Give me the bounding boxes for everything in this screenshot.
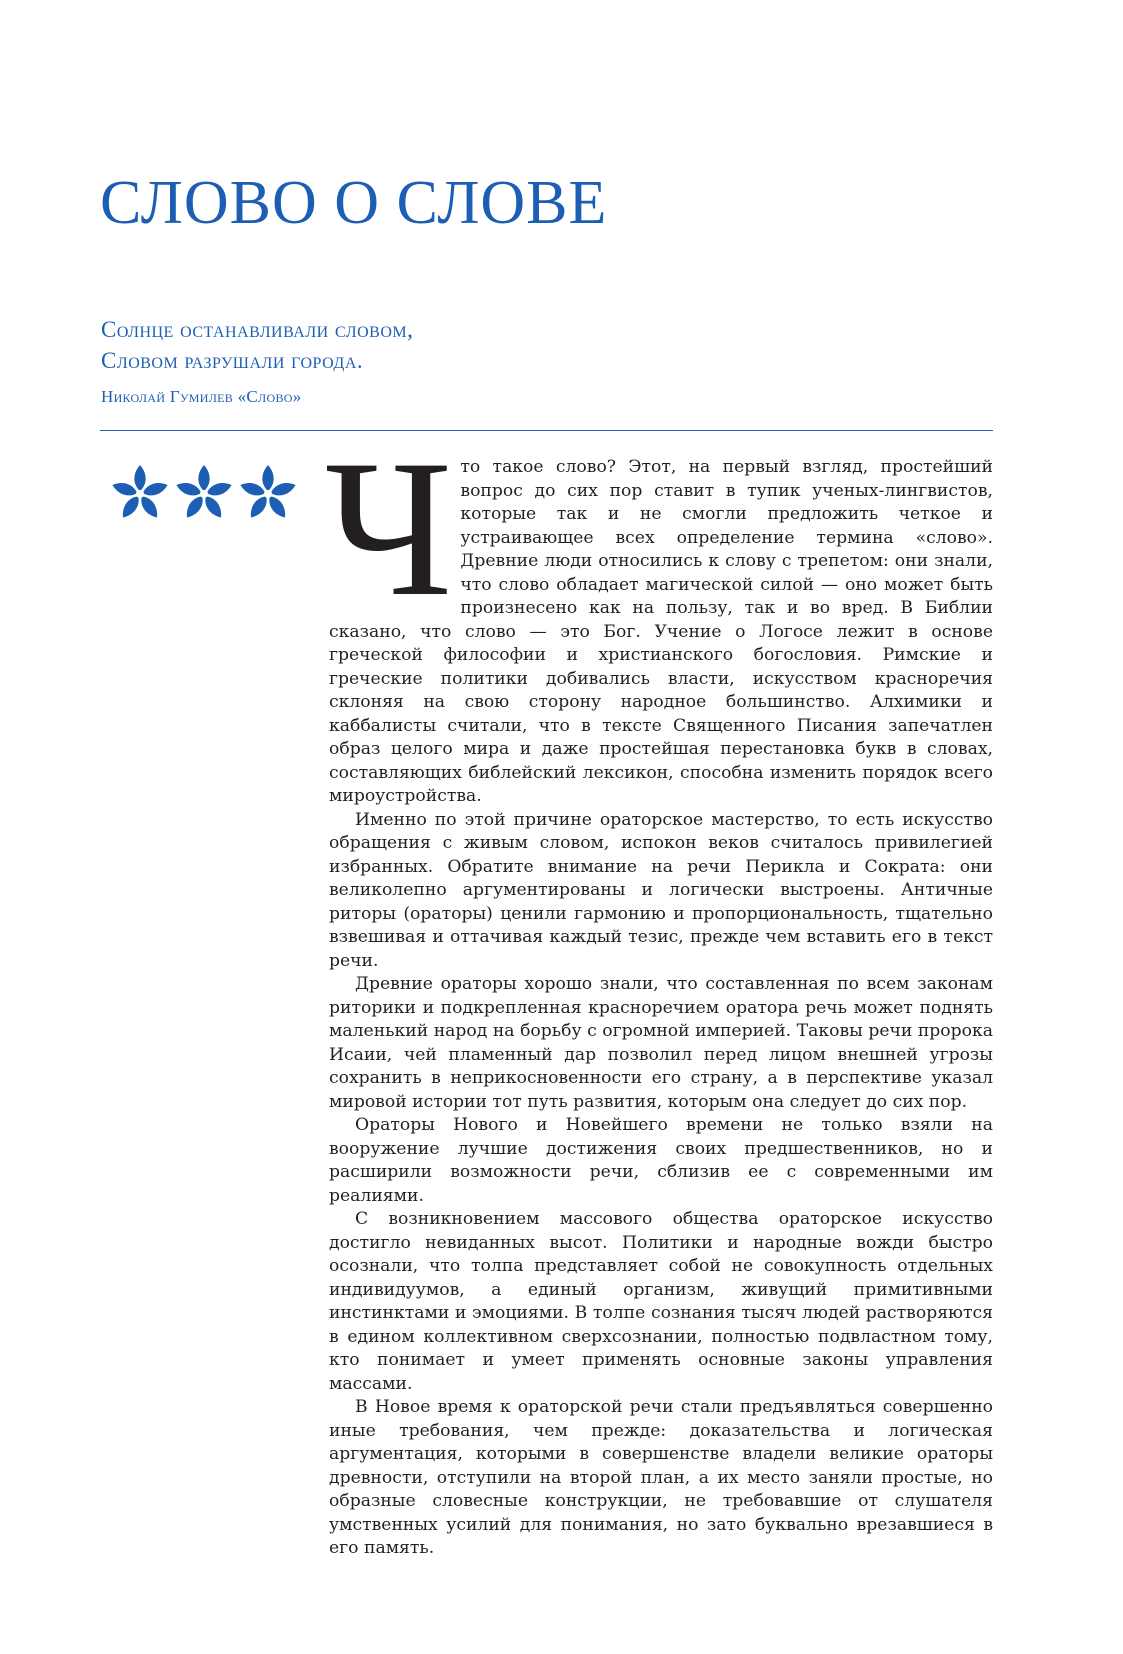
epigraph-line: Солнце останавливали словом,: [101, 317, 414, 342]
paragraph: Древние ораторы хорошо знали, что составленная по всем законам риторики и подкрепленная красноречием оратора речь может поднять маленький народ на борьбу с огромной империей. Таковы речи пророка Исаии, чей пламенный дар позволил перед лицом внешней угрозы сохранить в неприкосновенности его страну, а в перспективе указал мировой истории тот путь развития, которым она следует до сих пор.: [329, 974, 993, 1112]
epigraph-line: Словом разрушали города.: [101, 348, 364, 373]
epigraph-author: Николай Гумилев «Слово»: [101, 387, 302, 406]
page-title: СЛОВО О СЛОВЕ: [100, 169, 608, 237]
paragraph: С возникновением массового общества ораторское искусство достигло невиданных высот. Политики и народные вожди быстро осознали, что толпа представляет собой не совокупность отдельных индивидуумов, а единый организм, живущий примитивными инстинктами и эмоциями. В толпе сознания тысяч людей растворяются в едином коллективном сверхсознании, полностью подвластном тому, кто понимает и умеет применять основные законы управления массами.: [329, 1209, 993, 1394]
paragraph: В Новое время к ораторской речи стали предъявляться совершенно иные требования, чем прежде: доказательства и логическая аргументация, которыми в совершенстве владели великие ораторы древности, отступили на второй план, а их место заняли простые, но образные словесные конструкции, не требовавшие от слушателя умственных усилий для понимания, но зато буквально врезавшиеся в его память.: [329, 1397, 993, 1558]
epigraph: [101, 314, 413, 409]
divider-rule: [100, 430, 993, 431]
paragraph: Именно по этой причине ораторское мастерство, то есть искусство обращения с живым словом, испокон веков считалось привилегией избранных. Обратите внимание на речи Перикла и Сократа: они великолепно аргументированы и логически выстроены. Античные риторы (ораторы) ценили гармонию и пропорциональность, тщательно взвешивая и оттачивая каждый тезис, прежде чем вставить его в текст речи.: [329, 809, 993, 971]
paragraph: Ораторы Нового и Новейшего времени не только взяли на вооружение лучшие достижения своих предшественников, но и расширили возможности речи, сблизив ее с современными им реалиями.: [329, 1115, 993, 1206]
three-flower-asterism-icon: [108, 458, 300, 528]
paragraph-text: то такое слово? Этот, на первый взгляд, простейший вопрос до сих пор ставит в тупик ученых-лингвистов, которые так и не смогли предложить четкое и устраивающее всех определение термина «слово». Древние люди относились к слову с трепетом: они знали, что слово обладает магической силой — оно может быть произнесено как на пользу, так и во вред. В Библии сказано, что слово — это Бог. Учение о Логосе лежит в основе греческой философии и христианского богословия. Римские и греческие политики добивались власти, искусством красноречия склоняя на свою сторону народное большинство. Алхимики и каббалисты считали, что в тексте Священного Писания запечатлен образ целого мира и даже простейшая перестановка букв в словах, составляющих библейский лексикон, способна изменить порядок всего мироустройства.: [329, 457, 993, 806]
article-body: [325, 420, 993, 1561]
drop-cap: Ч: [325, 420, 453, 637]
paragraph: [325, 420, 993, 809]
